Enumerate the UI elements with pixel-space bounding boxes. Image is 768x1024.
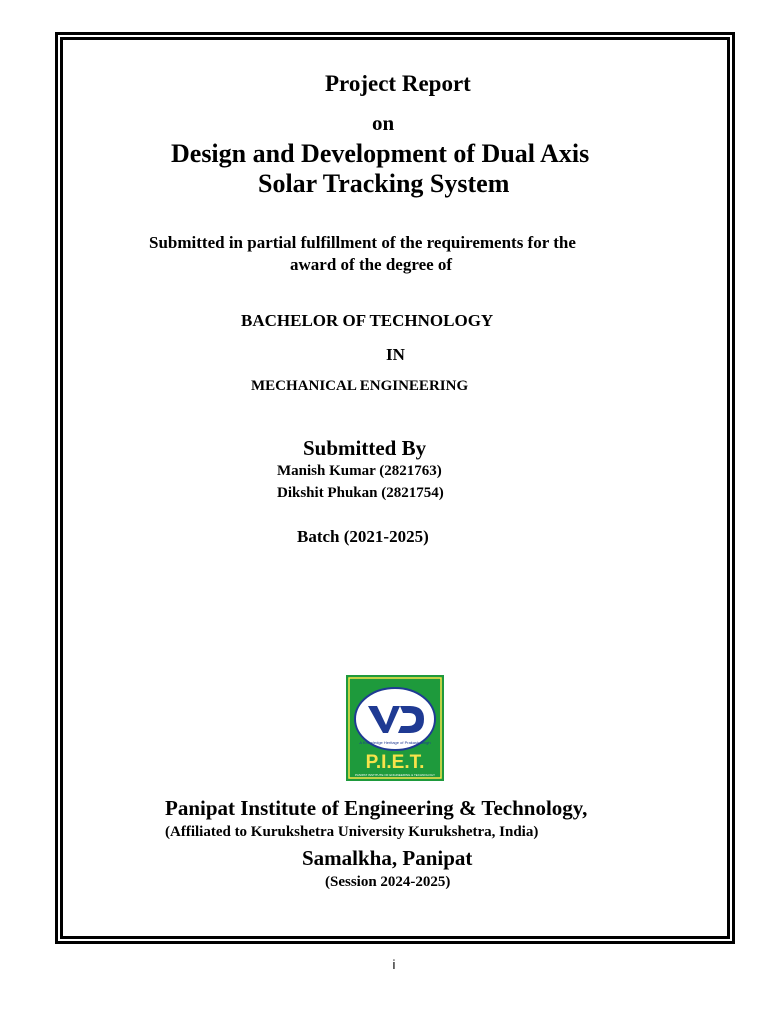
- session: (Session 2024-2025): [325, 874, 451, 890]
- on-label: on: [372, 111, 395, 135]
- page-number: i: [392, 957, 396, 972]
- student-name: Manish Kumar (2821763): [277, 463, 442, 479]
- student-name: Dikshit Phukan (2821754): [277, 485, 444, 501]
- report-label: Project Report: [325, 71, 471, 96]
- title-line-1: Design and Development of Dual Axis: [171, 139, 590, 168]
- logo-tagline: A Knowledge Heritage of Prakash Singh: [359, 740, 431, 745]
- submission-line-1: Submitted in partial fulfillment of the requirements for the: [149, 233, 576, 252]
- title-line-2: Solar Tracking System: [258, 169, 510, 198]
- degree: BACHELOR OF TECHNOLOGY: [241, 311, 494, 330]
- batch: Batch (2021-2025): [297, 527, 429, 546]
- logo-full-name: PANIPAT INSTITUTE OF ENGINEERING & TECHNOLOGY: [355, 773, 435, 777]
- institute-name: Panipat Institute of Engineering & Technology,: [165, 796, 588, 820]
- institute-location: Samalkha, Panipat: [302, 846, 473, 870]
- logo-acronym: P.I.E.T.: [365, 752, 425, 773]
- branch: MECHANICAL ENGINEERING: [251, 378, 469, 394]
- submitted-by-label: Submitted By: [303, 436, 427, 460]
- submission-line-2: award of the degree of: [290, 255, 453, 274]
- in-label: IN: [386, 345, 405, 364]
- institute-affiliation: (Affiliated to Kurukshetra University Kurukshetra, India): [165, 824, 539, 840]
- piet-logo-icon: [346, 675, 444, 781]
